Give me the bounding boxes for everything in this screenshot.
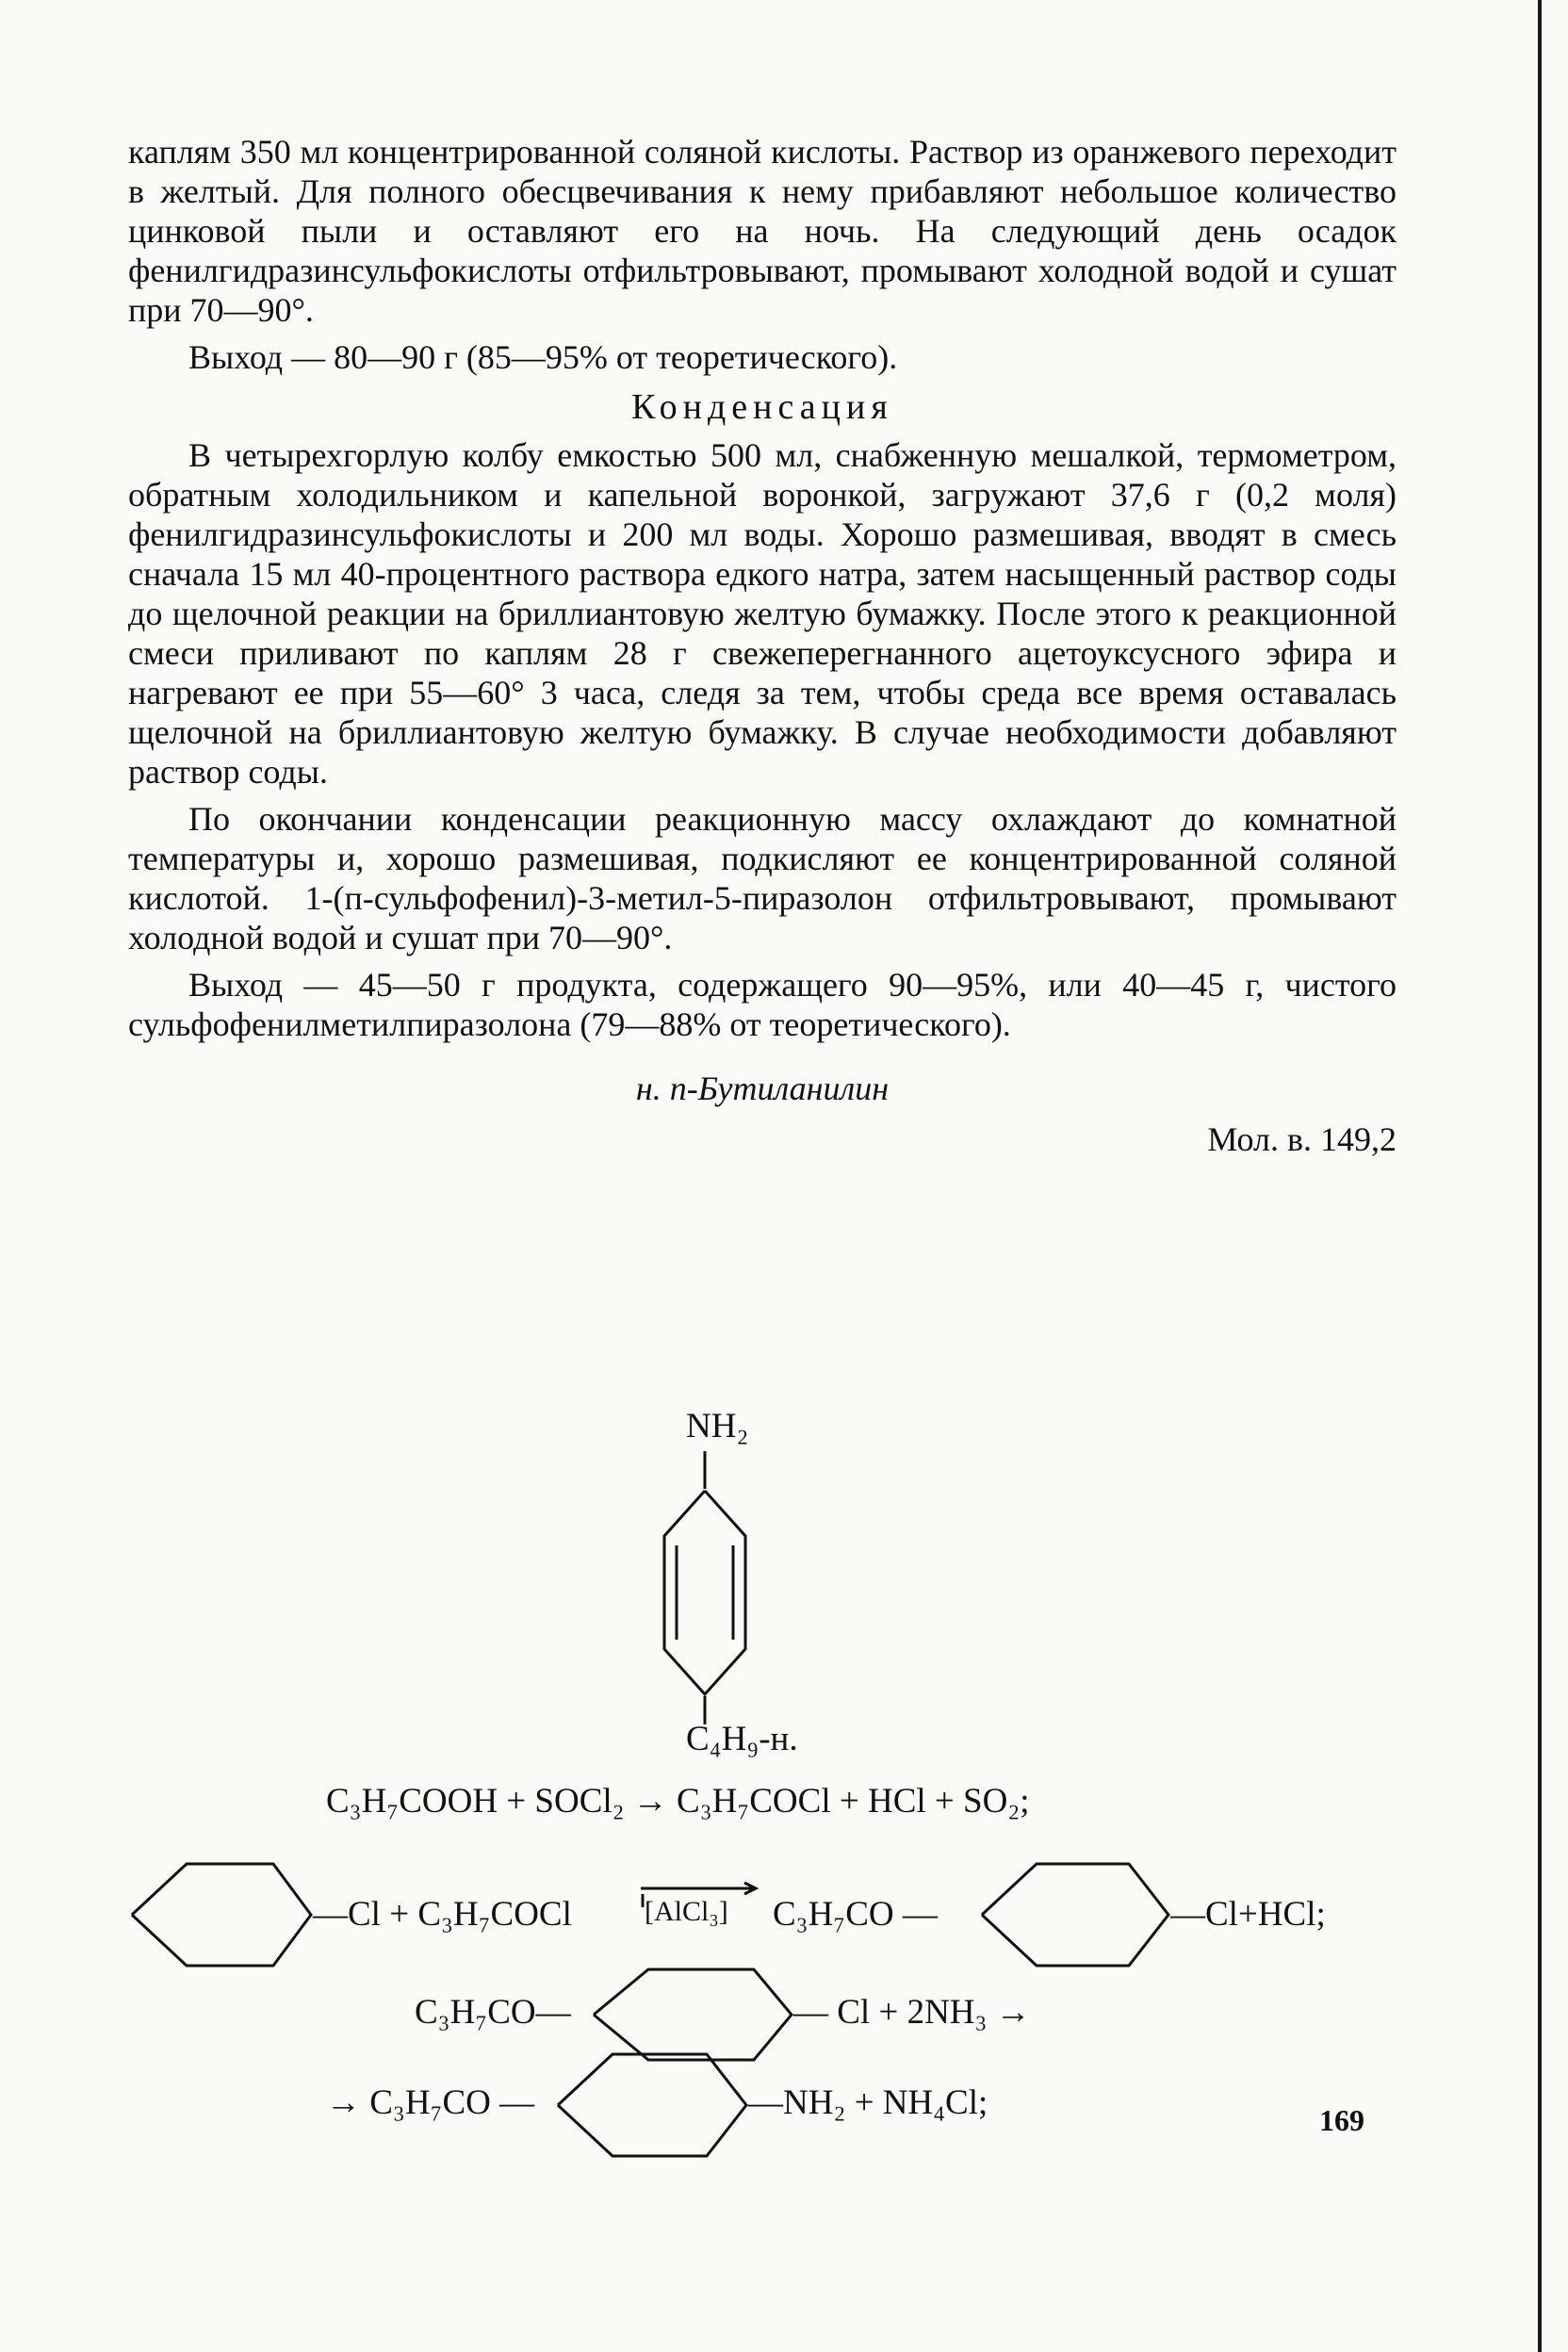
equation-2-catalyst: [AlCl₃] (645, 1896, 728, 1927)
equation-4-right: —NH₂ + NH₄Cl; (748, 2083, 988, 2122)
paragraph-yield-2: Выход — 45—50 г продукта, содержащего 90—95%, или 40—45 г, чистого сульфофенилметилпиразолона (79—88% от теоретического). (128, 966, 1396, 1043)
equation-2-left: —Cl + C₃H₇COCl (313, 1895, 572, 1934)
equation-3-left: C₃H₇CO— (415, 1993, 571, 2032)
paragraph-yield-1: Выход — 80—90 г (85—95% от теоретического). (188, 338, 898, 376)
benzene-ring-eq4 (558, 2054, 746, 2156)
butyl-group-label: C₄H₉-н. (686, 1720, 798, 1758)
equation-3-right: — Cl + 2NH₃ → (793, 1993, 1031, 2032)
equation-2-right-a: C₃H₇CO — (773, 1895, 938, 1934)
compound-title: н. п-Бутиланилин (635, 1070, 890, 1107)
paragraph-3: В четырехгорлую колбу емкостью 500 мл, снабженную мешалкой, термометром, обратным холодильником и капельной воронкой, загружают 37,6 г (0,2 моля) фенилгидразинсульфокислоты и 200 мл воды. Хорошо размешивая, вводят в смесь сначала 15 мл 40-процентного раствора едкого натра, затем насыщенный раствор соды до щелочной реакции на бриллиантовую желтую бумажку. После этого к реакционной смеси приливают по каплям 28 г свежеперегнанного ацетоуксусного эфира и нагревают ее при 55—60° 3 часа, следя за тем, чтобы среда все время оставалась щелочной на бриллиантовую желтую бумажку. В случае необходимости добавляют раствор соды. (128, 436, 1396, 791)
benzene-ring-eq2-right (982, 1864, 1168, 1966)
page-number: 169 (1319, 2103, 1364, 2137)
equation-2-right-b: —Cl+HCl; (1170, 1895, 1326, 1934)
paragraph-1: каплям 350 мл концентрированной соляной кислоты. Раствор из оранжевого переходит в желтый. Для полного обесцвечивания к нему прибавляют небольшое количество цинковой пыли и оставляют его на ночь. На следующий день осадок фенилгидразинсульфокислоты отфильтровывают, промывают холодной водой и сушат при 70—90°. (128, 133, 1396, 329)
benzene-ring-eq3 (594, 1969, 792, 2060)
section-heading: Конденсация (631, 387, 893, 427)
equation-1: C₃H₇COOH + SOCl₂ → C₃H₇COCl + HCl + SO₂; (326, 1782, 1030, 1821)
paragraph-4: По окончании конденсации реакционную массу охлаждают до комнатной температуры и, хорошо размешивая, подкисляют ее концентрированной соляной кислотой. 1-(п-сульфофенил)-3-метил-5-пиразолон отфильтровывают, промывают холодной водой и сушат при 70—90°. (128, 800, 1396, 956)
molecular-weight: Мол. в. 149,2 (1207, 1120, 1396, 1158)
equation-4-left: → C₃H₇CO — (326, 2083, 535, 2122)
benzene-ring-eq2-left (132, 1864, 311, 1966)
amine-group-label: NH₂ (686, 1407, 749, 1446)
